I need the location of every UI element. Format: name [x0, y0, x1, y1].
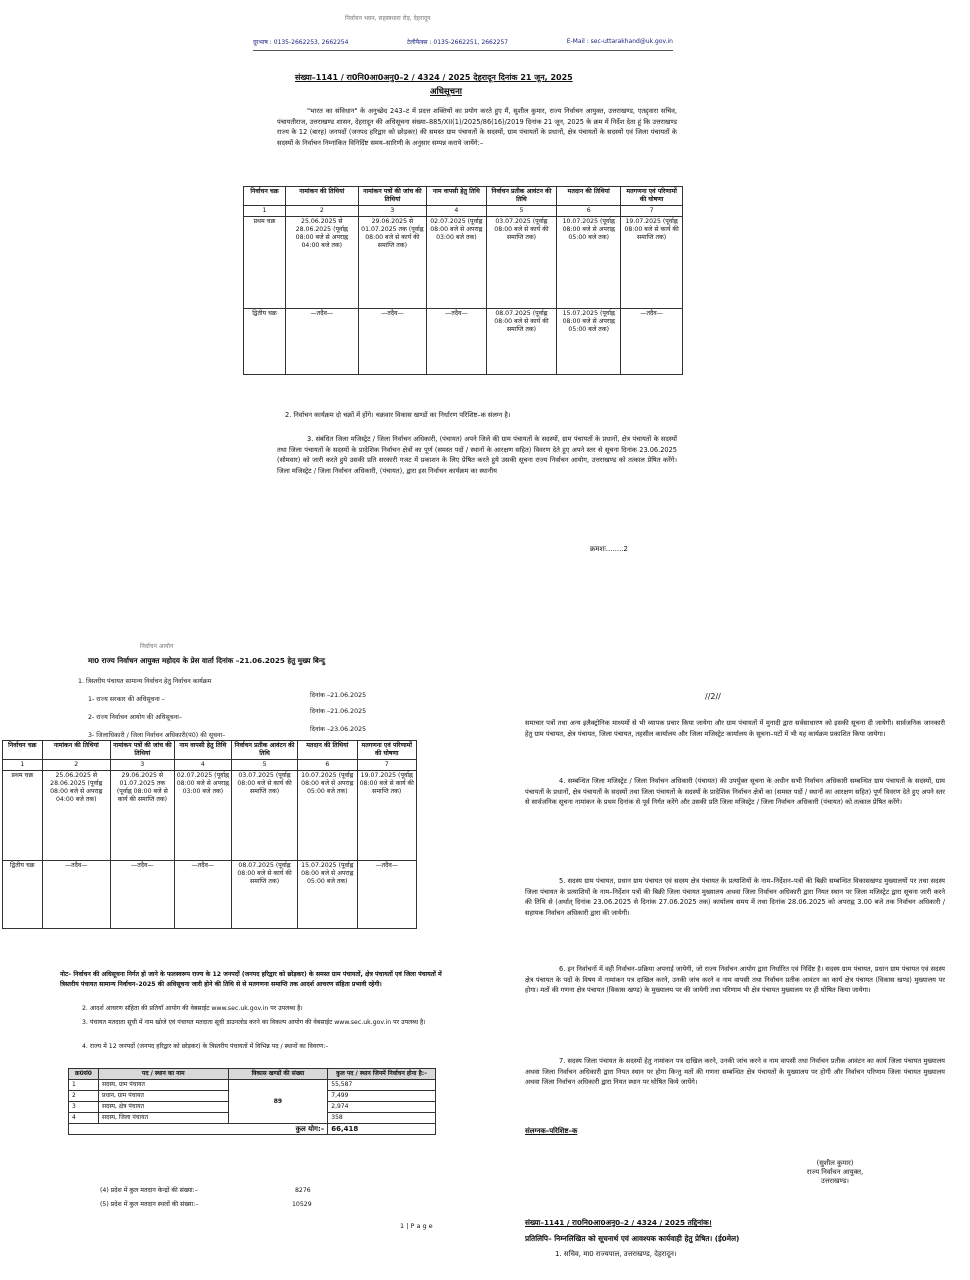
item-3: 3. पंचायत मतदाता सूची में नाम खोजे एवं पंचायत मतदाता सूची डाउनलोड करने का विकल्प आयोग की वेबसाईट www.sec.uk.gov.in पर उपलब्ध है।	[82, 1019, 426, 1026]
schedule-table-p2	[2, 740, 417, 929]
table-header-cell: नामांकन की तिथियां	[285, 187, 358, 206]
table-cell: 5	[232, 760, 298, 771]
press-brief-title: मा0 राज्य निर्वाचन आयुक्त महोदय के प्रेस वार्ता दिनांक –21.06.2025 हेतु मुख्य बिन्दु	[88, 656, 325, 665]
table-cell: सदस्य, क्षेत्र पंचायत	[98, 1102, 228, 1113]
table-cell: —तदैव—	[174, 861, 231, 929]
table-cell: 4	[427, 206, 487, 217]
table-header-cell: निर्वाचन प्रतीक आवंटन की तिथि	[486, 187, 557, 206]
press-brief-page	[0, 640, 455, 1240]
signatory-title: राज्य निर्वाचन आयुक्त,	[806, 1168, 864, 1176]
table-row	[69, 1080, 436, 1091]
notification-page-1	[225, 0, 690, 560]
table-cell: —तदैव—	[285, 309, 358, 375]
table-cell: 6	[298, 760, 357, 771]
table-header-cell: निर्वाचन प्रतीक आवंटन की तिथि	[232, 741, 298, 760]
table-cell: 2	[69, 1091, 99, 1102]
table-row	[3, 861, 417, 929]
page-number: 1 | P a g e	[400, 1222, 433, 1230]
fax-text: टेलीफैक्स : 0135-2662251, 2662257	[407, 39, 509, 46]
reference-number: संख्या–1141 / रा0नि0आ0अनु0–2 / 4324 / 2025 देहरादून दिनांक 21 जून, 2025	[295, 73, 573, 82]
table-cell: 08.07.2025 (पूर्वाह्न 08:00 बजे से कार्य की समाप्ति तक)	[486, 309, 557, 375]
header-divider	[253, 50, 673, 51]
notice-date: दिनांक –21.06.2025	[310, 708, 367, 715]
table-header-cell: मतदान की तिथियां	[298, 741, 357, 760]
signatory-name: (सुशील कुमार)	[816, 1159, 854, 1167]
table-header-cell: मतगणना एवं परिणामों की घोषणा	[357, 741, 416, 760]
paragraph-3-continued: समाचार पत्रों तथा अन्य इलैक्ट्रोनिक माध्यमों से भी व्यापक प्रचार किया जायेगा और ग्राम पंचायतों में मुनादी द्वारा सर्वसाधारण को इसकी सूचना दी जायेगी। सार्वजनिक जानकारी हेतु ग्राम पंचायत, क्षेत्र पंचायत, जिला पंचायत, तहसील कार्यालय और जिला मजिस्ट्रेट कार्यालय के सूचना–पटों में भी यह कार्यक्रम प्रकाशित किया जायेगा।	[525, 719, 945, 738]
table-number-row	[3, 760, 417, 771]
table-cell: प्रथम चक्र	[244, 217, 286, 309]
table-header-row	[244, 187, 683, 206]
table-header-cell: निर्वाचन चक्र	[244, 187, 286, 206]
table-header-cell: नाम वापसी हेतु तिथि	[427, 187, 487, 206]
table-header-cell: मतगणना एवं परिणामों की घोषणा	[621, 187, 683, 206]
table-cell: 1	[69, 1080, 99, 1091]
total-value: 66,418	[328, 1124, 436, 1135]
table-cell: 19.07.2025 (पूर्वाह्न 08:00 बजे से कार्य की समाप्ति तक)	[357, 771, 416, 861]
table-cell: 1	[3, 760, 43, 771]
table-row	[244, 309, 683, 375]
table-cell: 29.06.2025 से 01.07.2025 तक (पूर्वाह्न 08:00 बजे से कार्य की समाप्ति तक)	[110, 771, 174, 861]
table-cell: —तदैव—	[427, 309, 487, 375]
table-header-row	[69, 1069, 436, 1080]
schedule-table-p1	[243, 186, 683, 375]
table-cell: 08.07.2025 (पूर्वाह्न 08:00 बजे से कार्य की समाप्ति तक)	[232, 861, 298, 929]
table-cell: 15.07.2025 (पूर्वाह्न 08:00 बजे से अपराह्न 05:00 बजे तक)	[298, 861, 357, 929]
table-cell: 19.07.2025 (पूर्वाह्न 08:00 बजे से कार्य की समाप्ति तक)	[621, 217, 683, 309]
table-cell: 15.07.2025 (पूर्वाह्न 08:00 बजे से अपराह्न 05:00 बजे तक)	[557, 309, 621, 375]
table-cell: 2	[285, 206, 358, 217]
reference-number-2: संख्या–1141 / रा0नि0आ0अनु0–2 / 4324 / 2025 तद्दिनांक।	[525, 1218, 712, 1227]
table-cell: 02.07.2025 (पूर्वाह्न 08:00 बजे से अपराह्न 03:00 बजे तक)	[174, 771, 231, 861]
table-cell: 25.06.2025 से 28.06.2025 (पूर्वाह्न 08:00 बजे से अपराह्न 04:00 बजे तक)	[42, 771, 110, 861]
table-cell: 03.07.2025 (पूर्वाह्न 08:00 बजे से कार्य की समाप्ति तक)	[486, 217, 557, 309]
phone-text: दूरभाष : 0135-2662253, 2662254	[253, 39, 349, 46]
notification-title: अधिसूचना	[430, 87, 462, 97]
paragraph-3: 3. संबंधित जिला मजिस्ट्रेट / जिला निर्वाचन अधिकारी, (पंचायत) अपने जिले की ग्राम पंचायतों के सदस्यों, ग्राम पंचायतों के प्रधानों, क्षेत्र पंचायतों के सदस्यों तथा जिला पंचायतों के सदस्यों के प्रादेशिक निर्वाचन क्षेत्रों का पूर्ण (समस्त पदों / स्थानों के आरक्षण सहित) विवरण देते हुए अपने स्तर से सूचना दिनांक 23.06.2025 (सोमवार) को जारी करते हुये उसकी प्रति सरकारी गजट में प्रकाशन के लिए प्रेषित करते हुये उसकी सूचना राज्य निर्वाचन आयोग, उत्तराखण्ड को तत्काल प्रेषित करेंगे। जिला मजिस्ट्रेट / जिला निर्वाचन अधिकारी, (पंचायत), द्वारा इस निर्वाचन कार्यक्रम का स्थानीय	[277, 435, 677, 475]
table-cell: 2	[42, 760, 110, 771]
blocks-count: 89	[228, 1080, 328, 1124]
intro-paragraph: "भारत का संविधान" के अनुच्छेद 243–ट में प्रदत्त शक्तियों का प्रयोग करते हुए मैं, सुशील कुमार, राज्य निर्वाचन आयुक्त, उत्तराखण्ड, एतद्द्वारा सचिव, पंचायतीराज, उत्तराखण्ड शासन, देहरादून की अधिसूचना संख्या–885/XII(1)/2025/86(16)/2019 दिनांक 21 जून, 2025 के क्रम में निर्देश देता हूं कि उत्तराखण्ड राज्य के 12 (बारह) जनपदों (जनपद हरिद्वार को छोड़कर) की समस्त ग्राम पंचायतों के सदस्यों, ग्राम पंचायतों के प्रधानों, क्षेत्र पंचायतों के सदस्यों एवं जिला पंचायतों के सदस्यों के निर्वाचन निम्नांकित विनिर्दिष्ट समय–सारिणी के अनुसार सम्पन्न कराये जायेंगे:–	[277, 107, 677, 147]
item-4: 4. राज्य में 12 जनपदों (जनपद हरिद्वार को छोड़कर) के त्रिस्तरीय पंचायतों में विभिन्न पद / स्थानों का विवरण:–	[82, 1043, 329, 1050]
table-cell: —तदैव—	[357, 861, 416, 929]
item-2: 2. आदर्श आचरण संहिता की प्रतियाँ आयोग की वेबसाईट www.sec.uk.gov.in पर उपलब्ध है।	[82, 1005, 303, 1012]
top-address-partial: निर्वाचन भवन, सहस्त्रधारा रोड़, देहरादून	[345, 15, 431, 22]
notice-date: दिनांक –21.06.2025	[310, 692, 367, 699]
posts-table	[68, 1068, 436, 1135]
polling-stations-value: 10529	[292, 1201, 312, 1208]
paragraph-7: 7. सदस्य जिला पंचायत के सदस्यों हेतु नामांकन पत्र दाखिल करने, उनकी जांच करने व नाम वापसी तथा निर्वाचन प्रतीक आवंटन का कार्य जिला पंचायत मुख्यालय अथवा जिला निर्वाचन अधिकारी द्वारा नियत स्थान पर होगा किन्तु मतों की गणना सम्बन्धित क्षेत्र पंचायतों के मुख्यालय पर होगी और निर्वाचन परिणाम जिला पंचायत मुख्यालय अथवा जिला निर्वाचन अधिकारी द्वारा नियत स्थान पर घोषित किये जायेंगे।	[525, 1057, 945, 1086]
table-cell: 10.07.2025 (पूर्वाह्न 08:00 बजे से अपराह्न 05:00 बजे तक)	[298, 771, 357, 861]
table-cell: 4	[69, 1113, 99, 1124]
polling-centres-label: (4) प्रदेश में कुल मतदान केन्द्रों की संख्या:–	[100, 1187, 198, 1194]
table-cell: सदस्य, ग्राम पंचायत	[98, 1080, 228, 1091]
table-header-cell: निर्वाचन चक्र	[3, 741, 43, 760]
page-marker: //2//	[705, 692, 721, 701]
table-header-row	[3, 741, 417, 760]
paragraph-5: 5. सदस्य ग्राम पंचायत, प्रधान ग्राम पंचायत एवं सदस्य क्षेत्र पंचायत के प्रत्याशियों के नाम–निर्देशन–पत्रों की बिक्री सम्बन्धित विकासखण्ड मुख्यालयों पर तथा सदस्य जिला पंचायत के प्रत्याशियों के नाम–निर्देशन पत्रों की बिक्री जिला पंचायत मुख्यालय अथवा जिला निर्वाचन अधिकारी द्वारा नियत स्थान पर जिला मजिस्ट्रेट द्वारा सूचना जारी करने की तिथि से (अर्थात् दिनांक 23.06.2025 से दिनांक 27.06.2025 तक) कार्यालय समय में तथा दिनांक 28.06.2025 को अपराह्न 3.00 बजे तक निर्वाचन अधिकारी / सहायक निर्वाचन अधिकारी द्वारा की जायेगी।	[525, 877, 945, 917]
enclosure-label: संलग्नक–परिशिष्ट–क	[525, 1127, 578, 1135]
table-cell: —तदैव—	[358, 309, 426, 375]
table-cell: —तदैव—	[42, 861, 110, 929]
total-label: कुल योग:–	[69, 1124, 328, 1135]
paragraph-4: 4. सम्बन्धित जिला मजिस्ट्रेट / जिला निर्वाचन अधिकारी (पंचायत) की उपर्युक्त सूचना के अधीन सभी निर्वाचन अधिकारी सम्बन्धित ग्राम पंचायतों के सदस्यों, ग्राम पंचायतों के प्रधानों, क्षेत्र पंचायतों के सदस्यों तथा जिला पंचायतों के सदस्यों के प्रादेशिक निर्वाचन क्षेत्रों का (समस्त पदों / स्थानों का आरक्षण सहित) पूर्ण विवरण देते हुए अपने स्तर से सार्वजनिक सूचना नामांकन के प्रथम दिनांक से पूर्व निर्गत करेंगे और उसकी प्रति जिला मजिस्ट्रेट / जिला निर्वाचन अधिकारी (पंचायत) को तत्काल प्रेषित करेंगे।	[525, 777, 945, 806]
table-cell: 25.06.2025 से 28.06.2025 (पूर्वाह्न 08:00 बजे से अपराह्न 04:00 बजे तक)	[285, 217, 358, 309]
paragraph-2: 2. निर्वाचन कार्यक्रम दो चक्रों में होंगे। चक्रवार विकास खण्डों का निर्धारण परिशिष्ट–क संलग्न है।	[285, 411, 511, 419]
table-cell: 55,587	[328, 1080, 436, 1091]
table-header-cell: कुल पद / स्थान जिनमें निर्वाचन होना है:–	[328, 1069, 436, 1080]
table-header-cell: नामांकन पत्रों की जांच की तिथियां	[358, 187, 426, 206]
table-header-cell: नाम वापसी हेतु तिथि	[174, 741, 231, 760]
table-number-row	[244, 206, 683, 217]
table-row	[244, 217, 683, 309]
table-cell: प्रथम चक्र	[3, 771, 43, 861]
table-row	[3, 771, 417, 861]
table-cell: 6	[557, 206, 621, 217]
notice-label: 1- राज्य सरकार की अधिसूचना –	[88, 696, 165, 703]
top-partial: निर्वाचन आयोग	[140, 643, 174, 650]
continued-marker: क्रमशः........2	[590, 545, 628, 553]
table-cell: 7	[621, 206, 683, 217]
table-cell: 2,974	[328, 1102, 436, 1113]
table-cell: 3	[69, 1102, 99, 1113]
table-cell: 5	[486, 206, 557, 217]
polling-stations-label: (5) प्रदेश में कुल मतदान स्थलों की संख्या:–	[100, 1201, 199, 1208]
table-cell: 358	[328, 1113, 436, 1124]
table-cell: द्वितीय चक्र	[3, 861, 43, 929]
table-cell: 7,499	[328, 1091, 436, 1102]
table-cell: सदस्य, जिला पंचायत	[98, 1113, 228, 1124]
table-cell: प्रधान, ग्राम पंचायत	[98, 1091, 228, 1102]
item-1: 1. त्रिस्तरीय पंचायत सामान्य निर्वाचन हेतु निर्वाचन कार्यक्रम	[78, 678, 212, 685]
table-cell: —तदैव—	[110, 861, 174, 929]
table-header-cell: मतदान की तिथियां	[557, 187, 621, 206]
notification-page-2	[515, 680, 955, 1270]
email-text: E-Mail : sec-uttarakhand@uk.gov.in	[566, 38, 673, 45]
table-header-cell: नामांकन पत्रों की जांच की तिथियां	[110, 741, 174, 760]
table-cell: 1	[244, 206, 286, 217]
table-header-cell: क्र0सं0	[69, 1069, 99, 1080]
table-cell: 02.07.2025 (पूर्वाह्न 08:00 बजे से अपराह्न 03:00 बजे तक)	[427, 217, 487, 309]
table-cell: द्वितीय चक्र	[244, 309, 286, 375]
table-header-cell: पद / स्थान का नाम	[98, 1069, 228, 1080]
table-cell: 7	[357, 760, 416, 771]
table-cell: 10.07.2025 (पूर्वाह्न 08:00 बजे से अपराह्न 05:00 बजे तक)	[557, 217, 621, 309]
signature-block	[765, 1158, 905, 1185]
notice-date: दिनांक –23.06.2025	[310, 726, 367, 733]
notice-label: 3- जिलाधिकारी / जिला निर्वाचन अधिकारी(पं0) की सूचना–	[88, 732, 226, 739]
signatory-state: उत्तराखण्ड।	[821, 1177, 849, 1185]
table-header-cell: नामांकन की तिथियां	[42, 741, 110, 760]
polling-centres-value: 8276	[295, 1187, 311, 1194]
mcc-note: नोट– निर्वाचन की अधिसूचना निर्गत हो जाने के फलस्वरूप राज्य के 12 जनपदों (जनपद हरिद्वार को छोड़कर) के समस्त ग्राम पंचायतों, क्षेत्र पंचायतों एवं जिला पंचायतों में त्रिस्तरीय पंचायत सामान्य निर्वाचन–2025 की अधिसूचना जारी होने की तिथि से से मतगणना समाप्ति तक आदर्श आचरण संहिता प्रभावी रहेगी।	[60, 971, 442, 988]
notice-label: 2- राज्य निर्वाचन आयोग की अधिसूचना–	[88, 714, 183, 721]
total-row	[69, 1124, 436, 1135]
contact-header	[253, 38, 673, 46]
table-cell: 3	[358, 206, 426, 217]
paragraph-6: 6. इन निर्वाचनों में वही निर्वाचन–प्रक्रिया अपनाई जायेगी, जो राज्य निर्वाचन आयोग द्वारा निर्धारित एवं निर्दिष्ट है। सदस्य ग्राम पंचायत, प्रधान ग्राम पंचायत एवं सदस्य क्षेत्र पंचायत के पदों के विषय में नामांकन पत्र दाखिल करने, उनकी जांच करने व नाम वापसी तथा निर्वाचन प्रतीक आवंटन का कार्य क्षेत्र पंचायत (विकास खण्ड) मुख्यालय पर होगा। मतों की गणना क्षेत्र पंचायत (विकास खण्ड) के मुख्यालय पर की जायेगी तथा परिणाम भी क्षेत्र पंचायत मुख्यालय पर ही घोषित किया जायेगा।	[525, 965, 945, 994]
table-cell: 29.06.2025 से 01.07.2025 तक (पूर्वाह्न 08:00 बजे से कार्य की समाप्ति तक)	[358, 217, 426, 309]
table-cell: 4	[174, 760, 231, 771]
table-cell: 03.07.2025 (पूर्वाह्न 08:00 बजे से कार्य की समाप्ति तक)	[232, 771, 298, 861]
table-cell: 3	[110, 760, 174, 771]
copy-to-line: प्रतिलिपि– निम्नलिखित को सूचनार्थ एवं आवश्यक कार्यवाही हेतु प्रेषित। (ई0मेल)	[525, 1234, 740, 1243]
table-header-cell: विकास खण्डों की संख्या	[228, 1069, 328, 1080]
copy-recipient-1: 1. सचिव, मा0 राज्यपाल, उत्तराखण्ड, देहरादून।	[555, 1250, 677, 1258]
table-cell: —तदैव—	[621, 309, 683, 375]
